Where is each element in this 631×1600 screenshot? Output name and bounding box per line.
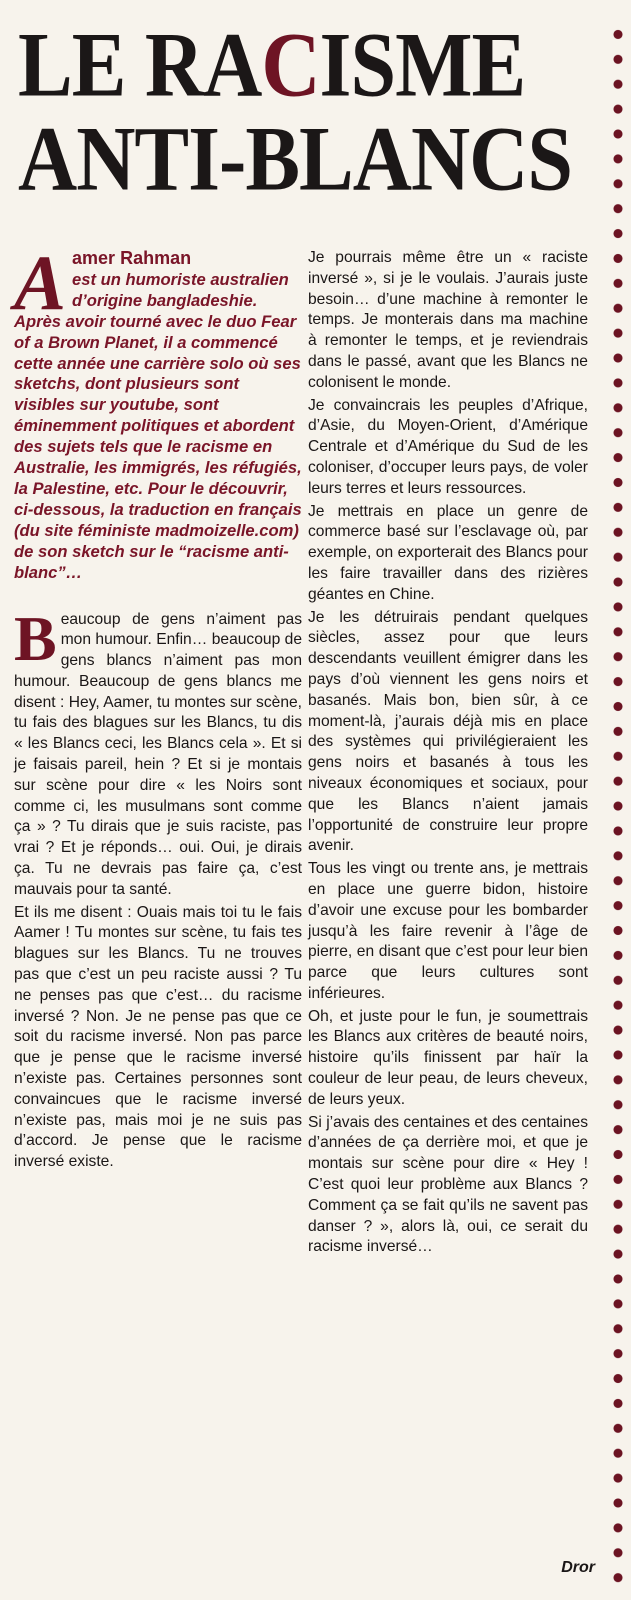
intro-text: est un humoriste australien d’origine bangladeshie. Après avoir tourné avec le duo Fear of a Brown Planet, il a commencé cette année une carrière solo où ses sketchs, dont plusieurs sont visibles sur youtube, sont éminemment politiques et abordent des sujets tels que le racisme en Australie, les immigrés, les réfugiés, la Palestine, etc. Pour le découvrir, ci-dessous, la traduction en français (du site féministe madmoizelle.com) de son sketch sur le “racisme anti-blanc”… [14, 269, 302, 582]
headline-part: ISME [319, 13, 526, 116]
body-paragraph: Je convaincrais les peuples d’Afrique, d’Asie, du Moyen-Orient, d’Amérique Centrale et d’Amérique du Sud de les coloniser, d’occuper leurs pays, de voler leurs terres et leurs ressources. [308, 396, 588, 497]
headline-part: LE RA [18, 13, 262, 116]
left-body [14, 602, 302, 1174]
intro-drop-cap: A [14, 239, 67, 326]
body-paragraph [14, 602, 302, 901]
intro-paragraph [14, 239, 302, 584]
body-drop-cap: B [14, 602, 57, 674]
headline [18, 13, 598, 210]
headline-line-1 [18, 13, 598, 116]
body-paragraph: Je les détruirais pendant quelques siècles, assez pour que leurs descendants veuillent émigrer dans les pays d’où viennent les gens noirs et basanés. Mais bon, bien sûr, à ce moment-là, j’aurais déjà mis en place des systèmes qui privilégieraient les gens noirs et basanés à tous les niveaux économiques et sociaux, pour que les Blancs n’aient jamais l’opportunité de construire leur propre avenir. [308, 608, 588, 855]
body-paragraph: Oh, et juste pour le fun, je soumettrais les Blancs aux critères de beauté noirs, histoire qu’ils finissent par haïr la couleur de leur peau, de leurs cheveux, de leurs yeux. [308, 1007, 588, 1108]
headline-accent-letter: C [261, 13, 320, 116]
body-paragraph: Je mettrais en place un genre de commerce basé sur l’esclavage où, par exemple, on exporterait des Blancs pour les faire travailler dans des rizières géantes en Chine. [308, 502, 588, 603]
left-column [14, 239, 302, 1175]
body-paragraph: Tous les vingt ou trente ans, je mettrais en place une guerre bidon, histoire d’avoir une excuse pour les bombarder jusqu’à les faire revenir à l’âge de pierre, en disant que c’est pour leur bien parce que leurs cultures sont inférieures. [308, 860, 588, 1002]
right-column [308, 248, 588, 1260]
body-paragraph: Et ils me disent : Ouais mais toi tu le fais Aamer ! Tu montes sur scène, tu fais tes blagues sur les Blancs. Tu ne trouves pas que c’est un peu raciste aussi ? Tu ne penses pas que c’est… du racisme inversé ? Non. Je ne pense pas que ce soit du racisme inversé. Non pas parce que je pense que le racisme inversé n’existe pas. Certaines personnes sont convaincues que le racisme inversé n’existe pas, mais moi je ne suis pas d’accord. Je pense que le racisme inversé existe. [14, 903, 302, 1171]
body-paragraph: Si j’avais des centaines et des centaines d’années de ça derrière moi, et que je montais sur scène pour dire « Hey ! C’est quoi leur problème aux Blancs ? Comment ça se fait qu’ils ne savent pas danser ? », alors là, oui, ce serait du racisme inversé… [308, 1113, 588, 1256]
author-name: amer Rahman [72, 248, 192, 268]
body-paragraph: Je pourrais même être un « raciste inversé », si je le voulais. J’aurais juste besoin… d’une machine à remonter le temps. Je monterais dans ma machine à remonter le temps, et je reviendrais dans le passé, avant que les Blancs ne colonisent le monde. [308, 249, 588, 391]
body-paragraph-text: eaucoup de gens n’aiment pas mon humour. Enfin… beaucoup de gens blancs n’aiment pas mon humour. Beaucoup de gens blancs me disent : Hey, Aamer, tu montes sur scène, tu fais des blagues sur les Blancs, tu dis « les Blancs ceci, les Blancs cela ». Et si je faisais pareil, hein ? Et si je montais sur scène pour dire « les Noirs sont comme ci, les musulmans sont comme ça » ? Tu dirais que je suis raciste, pas vrai ? Et je réponds… oui. Oui, je dirais ça. Tu ne devrais pas faire ça, c’est mauvais pour ta santé. [14, 610, 302, 898]
headline-line-2: ANTI-BLANCS [18, 107, 572, 210]
dotted-border-decoration [612, 22, 624, 1597]
author-signature: Dror [561, 1559, 595, 1576]
